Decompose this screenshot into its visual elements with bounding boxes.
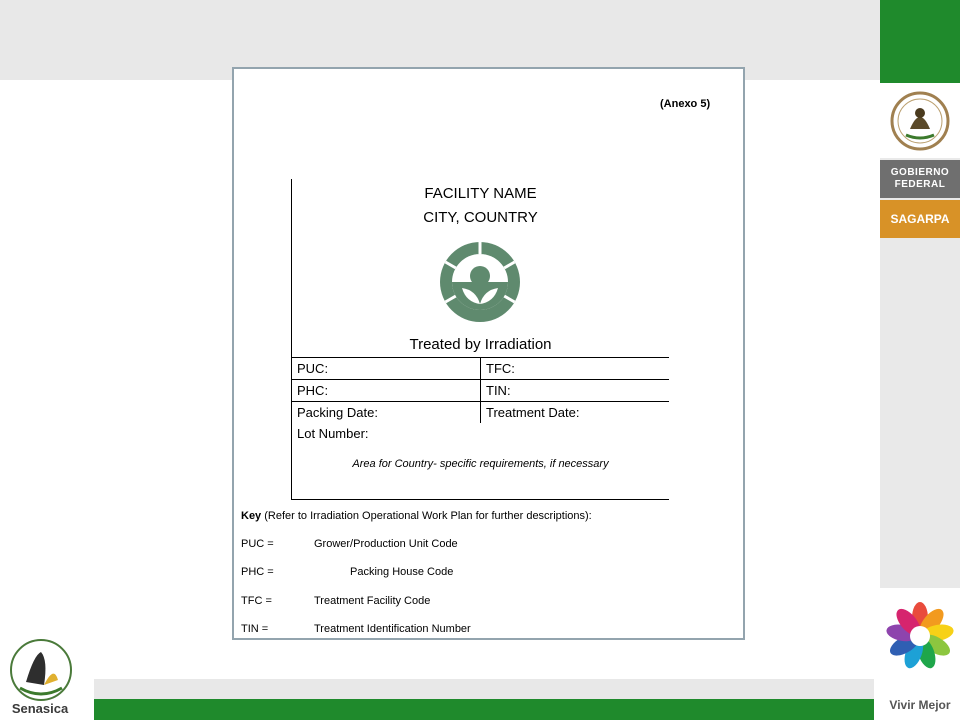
field-row <box>292 379 669 401</box>
tfc-field: TFC: <box>486 361 515 376</box>
key-abbr: PHC = <box>241 566 274 578</box>
city-country: CITY, COUNTRY <box>423 209 538 226</box>
tin-field: TIN: <box>486 383 511 398</box>
key-desc: Grower/Production Unit Code <box>314 538 458 550</box>
key-desc: Treatment Identification Number <box>314 623 471 635</box>
key-desc: Packing House Code <box>350 566 454 578</box>
facility-name: FACILITY NAME <box>424 185 537 202</box>
senasica-label: Senasica <box>11 701 69 716</box>
gobierno-federal-block <box>880 160 960 198</box>
key-desc: Treatment Facility Code <box>314 595 431 607</box>
key-heading-bold: Key <box>241 510 262 522</box>
mexico-seal-box <box>880 83 960 158</box>
facility-header <box>292 182 669 230</box>
treatment-date-field: Treatment Date: <box>486 405 580 420</box>
key-heading-rest: (Refer to Irradiation Operational Work Plan for further descriptions): <box>261 510 592 522</box>
vivir-mejor-flower-icon <box>880 588 960 688</box>
label-fields-grid <box>292 357 669 423</box>
vivir-mejor-box <box>880 588 960 720</box>
key-abbr: PUC = <box>241 538 274 550</box>
federal-label: FEDERAL <box>894 179 946 190</box>
country-requirements-note: Area for Country- specific requirements, if necessary <box>352 458 609 470</box>
sagarpa-label: SAGARPA <box>880 200 960 238</box>
treated-by-irradiation: Treated by Irradiation <box>409 336 552 353</box>
rail-green-block <box>880 0 960 83</box>
right-rail <box>880 0 960 720</box>
key-heading <box>241 510 592 522</box>
gobierno-label: GOBIERNO <box>890 167 950 178</box>
document-page <box>232 67 745 640</box>
phc-field: PHC: <box>297 383 329 398</box>
field-row <box>292 357 669 379</box>
puc-field: PUC: <box>297 361 329 376</box>
annex-label: (Anexo 5) <box>660 98 711 110</box>
packing-date-field: Packing Date: <box>297 405 378 420</box>
footer-green-band <box>94 699 874 720</box>
key-abbr: TIN = <box>241 623 269 635</box>
lot-number-field: Lot Number: <box>297 426 369 441</box>
field-row <box>292 401 669 423</box>
vivir-mejor-label: Vivir Mejor <box>889 698 951 712</box>
key-abbr: TFC = <box>241 595 272 607</box>
irradiation-label-frame <box>291 179 669 500</box>
mexico-seal-icon <box>880 83 960 158</box>
footer-gray-band <box>94 679 874 699</box>
radura-logo-icon <box>439 241 521 323</box>
